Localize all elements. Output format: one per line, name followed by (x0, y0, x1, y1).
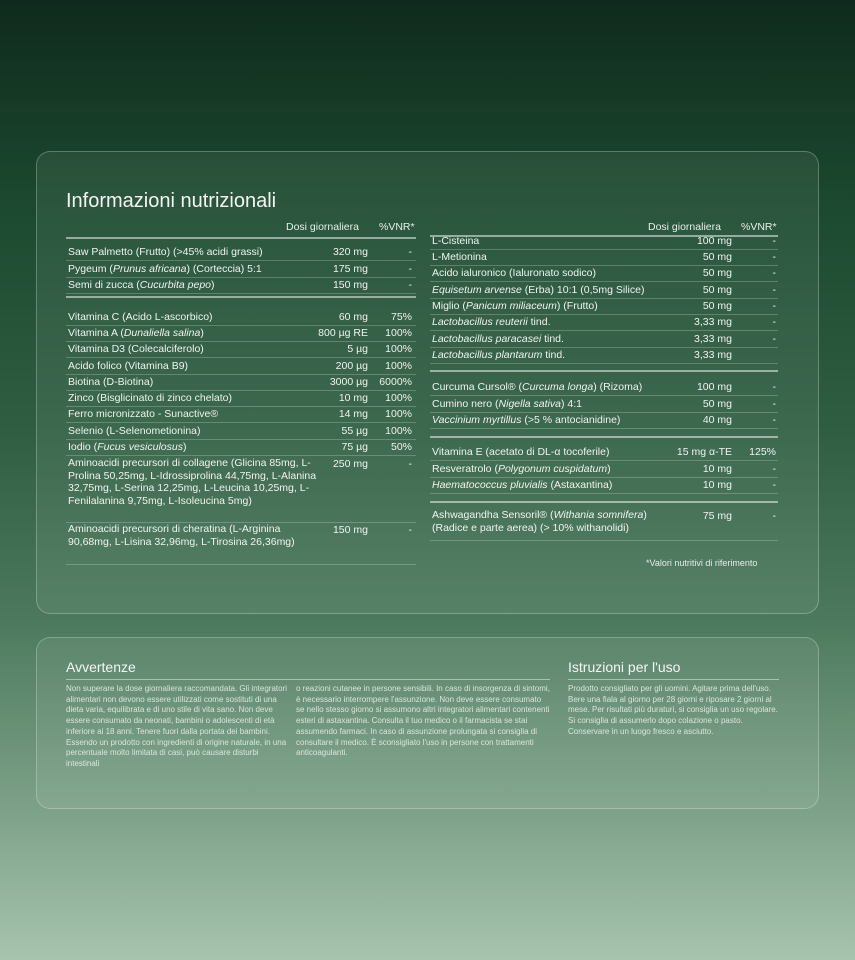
right-group-divider (430, 370, 778, 372)
nutrient-vnr: - (772, 381, 776, 393)
nutrient-name: Acido ialuronico (Ialuronato sodico) (432, 267, 597, 279)
right-row (430, 413, 778, 429)
vnr-footnote: *Valori nutritivi di riferimento (646, 558, 758, 568)
nutrient-name: Vitamina A (Dunaliella salina) (68, 327, 204, 339)
nutrient-dose: 50 mg (702, 267, 732, 279)
nutrient-vnr: - (772, 479, 776, 491)
nutrient-dose: 60 mg (338, 311, 368, 323)
right-header-vnr: %VNR* (741, 221, 777, 233)
nutrient-name: Cumino nero (Nigella sativa) 4:1 (432, 398, 582, 410)
left-row (66, 245, 416, 261)
right-row (430, 283, 778, 299)
nutrient-vnr: - (408, 263, 412, 275)
right-row (430, 462, 778, 478)
nutrient-name: Aminoacidi precursori di collagene (Glicina 85mg, L-Prolina 50,25mg, L-Idrossiprolina 44,75mg, L-Alanina 32,75mg, L-Serina 12,25mg, L-Leucina 10,25mg, L-Fenilalanina 9,75mg, L-Isoleucina 5mg) (68, 457, 317, 507)
left-row (66, 424, 416, 440)
nutrient-dose: 10 mg (702, 463, 732, 475)
nutrient-vnr: 6000% (379, 376, 412, 388)
nutrient-name: Vitamina D3 (Colecalciferolo) (68, 343, 204, 355)
nutrient-name: Aminoacidi precursori di cheratina (L-Arginina 90,68mg, L-Lisina 32,96mg, L-Tirosina 26,36mg) (68, 523, 295, 548)
left-row (66, 326, 416, 342)
nutrient-dose: 175 mg (332, 263, 368, 275)
nutrient-vnr: - (772, 510, 776, 522)
nutrient-name: Lactobacillus paracasei tind. (432, 333, 564, 345)
nutrient-name: Equisetum arvense (Erba) 10:1 (0,5mg Silice) (432, 284, 645, 296)
nutrient-dose: 800 µg RE (318, 327, 368, 339)
nutrient-name: Iodio (Fucus vesiculosus) (68, 441, 187, 453)
nutrient-name: Curcuma Cursol® (Curcuma longa) (Rizoma) (432, 381, 643, 393)
warnings-divider (66, 679, 550, 680)
nutrient-name: Lactobacillus reuterii tind. (432, 316, 551, 328)
nutrient-dose: 100 mg (696, 381, 732, 393)
instructions-text: Prodotto consigliato per gli uomini. Agitare prima dell'uso. Bere una fiala al giorno per 28 giorni e riposare 2 giorni al mese. Per risultati più duraturi, si consiglia un uso regolare. Si consiglia di assumerlo dopo colazione o pasto. Conservare in un luogo fresco e asciutto. (568, 684, 778, 736)
nutrient-dose: 150 mg (332, 524, 368, 536)
right-group-divider (430, 501, 778, 503)
left-row (66, 278, 416, 294)
warnings-title: Avvertenze (66, 659, 136, 675)
left-header-vnr: %VNR* (379, 221, 415, 233)
nutrient-name: Selenio (L-Selenometionina) (68, 425, 201, 437)
right-row (430, 509, 778, 541)
nutrient-dose: 3,33 mg (694, 349, 732, 361)
left-row (66, 523, 416, 565)
nutrient-vnr: 75% (390, 311, 412, 323)
nutrient-dose: 3000 µg (329, 376, 368, 388)
right-row (430, 299, 778, 315)
right-row (430, 348, 778, 364)
nutrient-name: L-Metionina (432, 251, 487, 263)
nutrient-vnr: 50% (390, 441, 412, 453)
left-row (66, 391, 416, 407)
left-row (66, 440, 416, 456)
nutrient-name: Resveratrolo (Polygonum cuspidatum) (432, 463, 611, 475)
nutrient-vnr: - (772, 284, 776, 296)
nutrient-dose: 55 µg (341, 425, 368, 437)
nutrient-name: Vaccinium myrtillus (>5 % antocianidine) (432, 414, 621, 426)
nutrient-name: Lactobacillus plantarum tind. (432, 349, 566, 361)
left-row (66, 375, 416, 391)
nutrient-name: Semi di zucca (Cucurbita pepo) (68, 279, 215, 291)
nutrient-name: Saw Palmetto (Frutto) (>45% acidi grassi) (68, 246, 263, 258)
nutrient-vnr: 100% (385, 343, 412, 355)
right-row (430, 332, 778, 348)
nutrient-vnr: - (772, 251, 776, 263)
nutrient-dose: 50 mg (702, 398, 732, 410)
left-header-divider (66, 237, 416, 239)
warnings-text-col1: Non superare la dose giornaliera raccomandata. Gli integratori alimentari non devono essere utilizzati come sostituti di una dieta varia, equilibrata e di uno stile di vita sano. Non deve essere consumato da neonati, bambini o adolescenti di età inferiore ai 18 anni. Tenere fuori dalla portata dei bambini. Essendo un prodotto con ingredienti di origine naturale, in una percentuale molto limitata di casi, può causare disturbi intestinali (66, 684, 288, 768)
nutrient-name: Haematococcus pluvialis (Astaxantina) (432, 479, 613, 491)
nutrient-dose: 150 mg (332, 279, 368, 291)
nutrient-vnr: - (772, 398, 776, 410)
nutrient-dose: 50 mg (702, 300, 732, 312)
nutrient-name: Pygeum (Prunus africana) (Corteccia) 5:1 (68, 263, 262, 275)
nutrient-dose: 40 mg (702, 414, 732, 426)
nutrient-name: Biotina (D-Biotina) (68, 376, 154, 388)
right-row (430, 266, 778, 282)
nutrient-dose: 200 µg (335, 360, 368, 372)
right-row (430, 397, 778, 413)
nutrient-dose: 14 mg (338, 408, 368, 420)
nutrient-name: Miglio (Panicum miliaceum) (Frutto) (432, 300, 598, 312)
right-row (430, 380, 778, 396)
nutrient-vnr: - (408, 524, 412, 536)
nutrient-name: Ashwagandha Sensoril® (Withania somnifera) (Radice e parte aerea) (> 10% withanolidi) (432, 509, 647, 534)
instructions-divider (568, 679, 779, 680)
nutrient-dose: 250 mg (332, 458, 368, 470)
nutrient-vnr: - (408, 279, 412, 291)
nutrient-name: Vitamina E (acetato di DL-α tocoferile) (432, 446, 610, 458)
nutrient-vnr: - (772, 235, 776, 247)
instructions-title: Istruzioni per l'uso (568, 659, 681, 675)
left-row (66, 342, 416, 358)
nutrient-vnr: - (772, 414, 776, 426)
nutrient-vnr: 100% (385, 408, 412, 420)
nutrient-vnr: 100% (385, 360, 412, 372)
nutrient-vnr: 100% (385, 425, 412, 437)
left-row (66, 262, 416, 278)
nutrient-vnr: - (408, 246, 412, 258)
nutrient-vnr: 125% (749, 446, 776, 458)
left-header-dose: Dosi giornaliera (286, 221, 359, 233)
nutrient-dose: 320 mg (332, 246, 368, 258)
nutrient-dose: 100 mg (696, 235, 732, 247)
nutrient-name: Vitamina C (Acido L-ascorbico) (68, 311, 213, 323)
nutrient-dose: 3,33 mg (694, 333, 732, 345)
right-row (430, 445, 778, 461)
nutrient-vnr: 100% (385, 392, 412, 404)
right-row (430, 234, 778, 250)
nutrient-vnr: - (772, 267, 776, 279)
nutrient-vnr: - (772, 463, 776, 475)
nutrient-name: Acido folico (Vitamina B9) (68, 360, 189, 372)
right-row (430, 478, 778, 494)
nutrient-dose: 50 mg (702, 284, 732, 296)
nutrient-dose: 15 mg α-TE (676, 446, 732, 458)
right-header-dose: Dosi giornaliera (648, 221, 721, 233)
right-group-divider (430, 436, 778, 438)
left-row (66, 359, 416, 375)
left-row (66, 310, 416, 326)
nutrient-dose: 3,33 mg (694, 316, 732, 328)
nutrient-dose: 10 mg (338, 392, 368, 404)
nutrient-name: Ferro micronizzato - Sunactive® (68, 408, 219, 420)
nutrition-title: Informazioni nutrizionali (66, 190, 277, 212)
nutrient-vnr: - (772, 300, 776, 312)
nutrient-dose: 75 µg (341, 441, 368, 453)
warnings-text-col2: o reazioni cutanee in persone sensibili. In caso di insorgenza di sintomi, è necessario interrompere l'assunzione. Non deve essere consumato se nello stesso giorno si assumono altri integratori alimentari contenenti esteri di astaxantina. Consulta il tuo medico o il farmacista se stai assumendo farmaci. In caso di assunzione prolungata si consiglia di consultare il medico. È sconsigliato l'uso in persone con trattamenti anticoagulanti. (296, 684, 550, 758)
nutrient-vnr: - (408, 458, 412, 470)
left-group-divider (66, 296, 416, 298)
nutrient-vnr: - (772, 333, 776, 345)
nutrient-dose: 10 mg (702, 479, 732, 491)
nutrient-dose: 5 µg (347, 343, 368, 355)
left-row (66, 457, 416, 523)
nutrient-name: Zinco (Bisglicinato di zinco chelato) (68, 392, 232, 404)
nutrient-name: L-Cisteina (432, 235, 480, 247)
right-row (430, 315, 778, 331)
right-row (430, 250, 778, 266)
nutrient-vnr: - (772, 316, 776, 328)
nutrient-dose: 50 mg (702, 251, 732, 263)
nutrient-vnr: 100% (385, 327, 412, 339)
nutrient-dose: 75 mg (702, 510, 732, 522)
left-row (66, 407, 416, 423)
